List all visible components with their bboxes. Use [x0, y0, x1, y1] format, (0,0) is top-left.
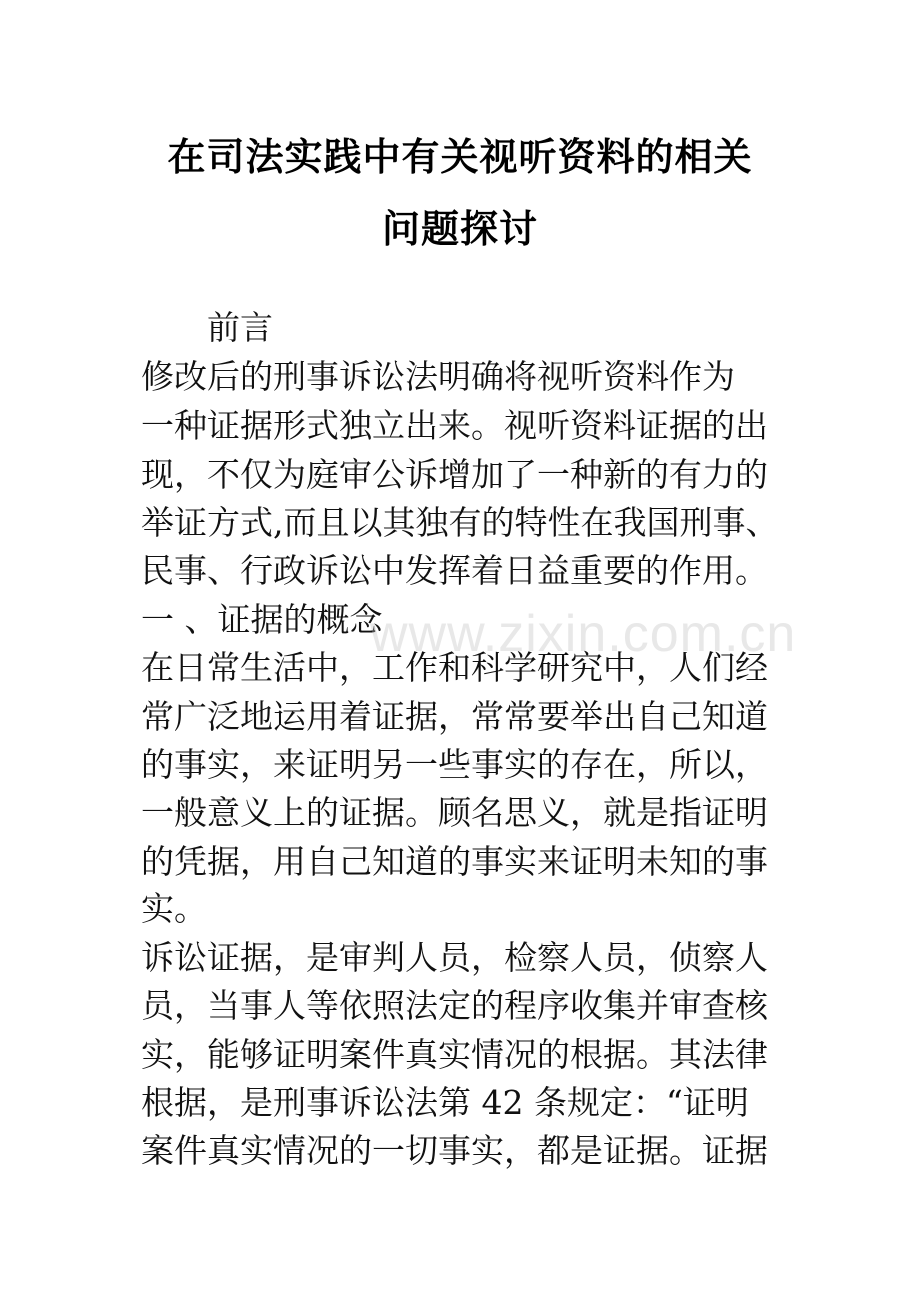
- body-line: 前言: [141, 308, 273, 347]
- body-line: 修改后的刑事诉讼法明确将视听资料作为: [141, 357, 735, 396]
- body-line: 实，能够证明案件真实情况的根据。其法律: [141, 1035, 768, 1074]
- section-heading: 一 、证据的概念: [141, 600, 383, 639]
- watermark: www.zixin.com.cn: [370, 605, 797, 663]
- body-line: 的事实，来证明另一些事实的存在，所以，: [141, 745, 768, 784]
- body-line: 的凭据，用自己知道的事实来证明未知的事: [141, 842, 768, 881]
- body-line: 诉讼证据，是审判人员，检察人员，侦察人: [141, 938, 768, 977]
- body-line: 常广泛地运用着证据，常常要举出自己知道: [141, 697, 768, 736]
- body-line: 现，不仅为庭审公诉增加了一种新的有力的: [141, 455, 768, 494]
- body-line: 举证方式,而且以其独有的特性在我国刑事、: [141, 503, 779, 542]
- body-line: 实。: [141, 889, 207, 928]
- document-title-line-2: 问题探讨: [381, 207, 538, 251]
- body-line: 在日常生活中，工作和科学研究中，人们经: [141, 648, 768, 687]
- body-line: 案件真实情况的一切事实，都是证据。证据: [141, 1131, 768, 1170]
- body-line: 一般意义上的证据。顾名思义，就是指证明: [141, 793, 768, 832]
- body-line: 员，当事人等依照法定的程序收集并审查核: [141, 986, 768, 1025]
- body-line: 根据，是刑事诉讼法第 42 条规定：“证明: [141, 1083, 749, 1122]
- document-title-line-1: 在司法实践中有关视听资料的相关: [167, 135, 753, 179]
- body-line: 一种证据形式独立出来。视听资料证据的出: [141, 406, 768, 445]
- body-line: 民事、行政诉讼中发挥着日益重要的作用。: [141, 551, 768, 590]
